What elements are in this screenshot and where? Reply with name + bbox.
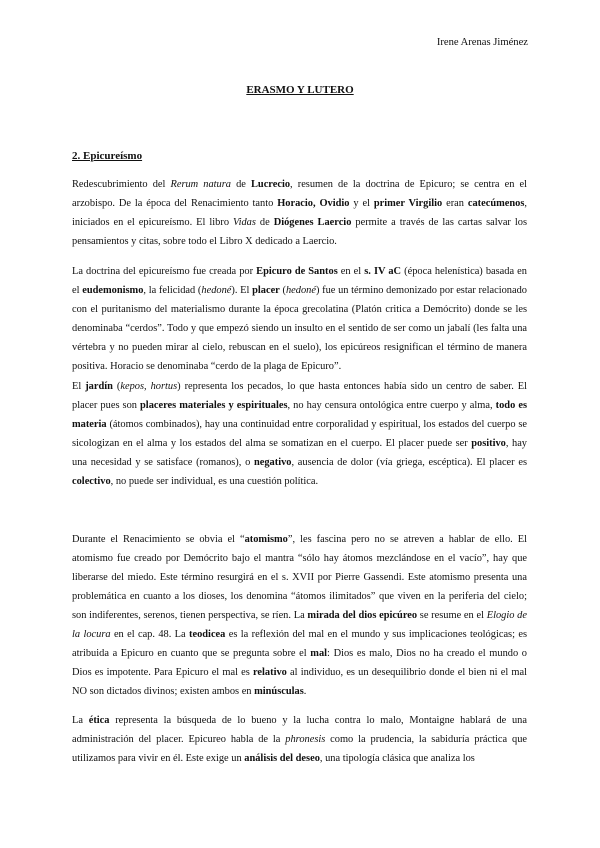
italic-text-run: Vidas [233,217,256,228]
text-run: (átomos combinados), hay una continuidad entre corporalidad y espiritual, los estados del cuerpo se sicologizan en el alma y los estados del alma se somatizan en el cuerpo. El placer puede ser [72,419,527,449]
italic-text-run: Elogio de la locura [72,610,527,640]
text-run: , una tipología clásica que analiza los [319,753,475,764]
text-run: El [72,381,86,392]
paragraph-text [72,377,527,491]
text-run: , no hay censura ontológica entre cuerpo y alma, [287,400,496,411]
italic-text-run: hedoné [285,285,316,296]
bold-text-run: colectivo [72,476,111,487]
bold-text-run: todo es materia [72,400,527,430]
bold-text-run: placer [252,285,280,296]
bold-text-run: minúsculas [254,686,304,697]
text-run: ”, les fascina pero no se atreven a hablar de ello. El atomismo fue creado por Demócrito bajo el mantra “sólo hay átomos mezclándose en el vacío”, hay que liberarse del miedo. Este término resurgirá en el s. XVII por Pierre Gassendi. Este atomismo presenta una problemática en cuanto a los dioses, los denomina “átomos ilimitados” que viven en la periferia del cielo; son indiferentes, serenos, tienen perspectiva, se ríen. La [72,534,528,621]
text-run: , la felicidad ( [143,285,202,296]
text-run: es la reflexión del mal en el mundo y sus implicaciones teológicas; es atribuida a Epicuro en cuanto que se pregunta sobre el [72,629,528,659]
bold-text-run: atomismo [244,534,288,545]
bold-text-run: mal [310,648,328,659]
text-run: en el [337,266,365,277]
bold-text-run: relativo [252,667,287,678]
italic-text-run: phronesis [285,734,326,745]
text-run: al individuo, es un desequilibrio donde el bien ni el mal NO son dictados divinos; existen ambos en [72,667,528,697]
text-run: ) fue un término demonizado por estar relacionado con el puritanismo del materialismo durante la época grecolatina (Platón critica a Demócrito) donde se les denominaba “cerdos”. Todo y que empezó siendo un insulto en el sentido de ser como un jabalí (les falta una vértebra y no pueden mirar al cielo, rebuscan en el suelo), los epicúreos resignifican el término de manera positiva. Horacio se denominaba “cerdo de la plaga de Epicuro”. [72,285,527,372]
bold-text-run: positivo [471,438,506,449]
text-run: en el cap. 48. La [110,629,190,640]
text-run: se resume en el [417,610,487,621]
text-run: Durante el Renacimiento se obvia el “ [72,534,245,545]
bold-text-run: mirada del dios epicúreo [307,610,418,621]
paragraph-text [72,530,527,701]
bold-text-run: primer Virgilio [373,198,443,209]
paragraph-text [72,262,527,376]
bold-text-run: s. IV aC [364,266,402,277]
text-run: La [72,715,89,726]
text-run: representa la búsqueda de lo bueno y la lucha contra lo malo, Montaigne hablará de una administración del placer. Epicureo habla de la [72,715,527,745]
text-run: . [303,686,307,697]
bold-text-run: Diógenes Laercio [273,217,352,228]
text-run: de [231,179,251,190]
bold-text-run: Lucrecio [250,179,291,190]
italic-text-run: hedoné [201,285,232,296]
text-run: Redescubrimiento del [72,179,171,190]
bold-text-run: ética [88,715,110,726]
bold-text-run: teodicea [189,629,226,640]
bold-text-run: eudemonismo [82,285,144,296]
text-run: eran [442,198,468,209]
bold-text-run: catecúmenos [467,198,525,209]
text-run: ) representa los pecados, lo que hasta entonces había sido un centro de saber. El placer pues son [72,381,527,411]
italic-text-run: Rerum natura [170,179,231,190]
text-run: , no puede ser individual, es una cuestión política. [110,476,319,487]
text-run: , iniciados en el epicureísmo. El libro [72,198,528,228]
text-run: como la prudencia, la sabiduría práctica que utilizamos para vivir en él. Este exige un [72,734,528,764]
paragraph [72,175,527,251]
paragraph [72,711,527,768]
text-run: , hay una necesidad y se satisface (romanos), o [72,438,527,468]
bold-text-run: negativo [253,457,292,468]
text-run: : Dios es malo, Dios no ha creado el mundo o Dios es impotente. Para Epicuro el mal es [72,648,527,678]
text-run: permite a través de las cartas salvar los pensamientos y citas, sobre todo el Libro X dedicado a Laercio. [72,217,528,247]
bold-text-run: placeres materiales y espirituales [140,400,288,411]
text-run: , resumen de la doctrina de Epicuro; se centra en el arzobispo. De la época del Renacimiento tanto [72,179,527,209]
text-run: , ausencia de dolor (vía griega, escéptica). El placer es [291,457,527,468]
text-run: La doctrina del epicureísmo fue creada por [72,266,257,277]
paragraph [72,530,527,701]
paragraph [72,262,527,376]
section-heading: 2. Epicureísmo [72,150,143,162]
bold-text-run: análisis del deseo [244,753,320,764]
text-run: ). El [231,285,253,296]
text-run: ( [279,285,286,296]
text-run: y el [349,198,374,209]
bold-text-run: Horacio, Ovidio [277,198,350,209]
author-name: Irene Arenas Jiménez [436,37,528,48]
paragraph-text [72,175,527,251]
document-title: ERASMO Y LUTERO [246,84,354,96]
paragraph [72,377,527,491]
paragraph-text [72,711,527,768]
bold-text-run: Epicuro de Santos [256,266,338,277]
bold-text-run: jardín [85,381,113,392]
text-run: de [255,217,274,228]
text-run: ( [112,381,121,392]
text-run: (época helenística) basada en el [72,266,527,296]
italic-text-run: kepos, hortus [120,381,178,392]
